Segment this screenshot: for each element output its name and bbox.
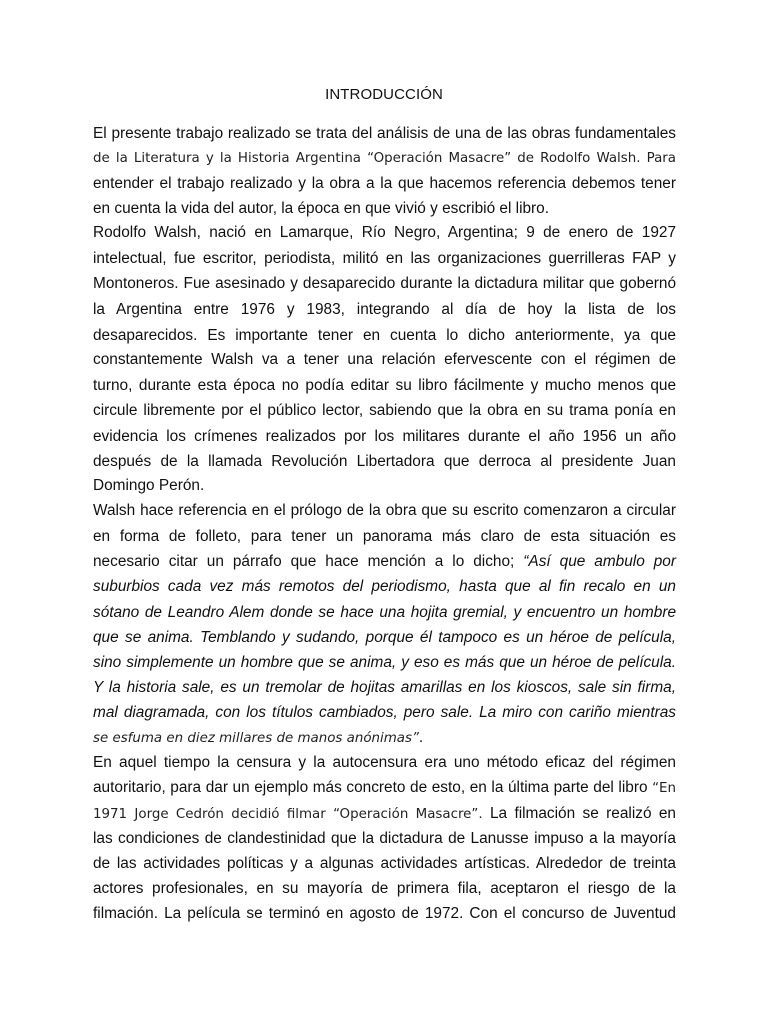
text-line: circule libremente por el público lector, sabiendo que la obra en su trama ponía en <box>93 402 676 419</box>
text-line: la Argentina entre 1976 y 1983, integrando al día de hoy la lista de los <box>93 301 676 318</box>
text-line: turno, durante esta época no podía editar su libro fácilmente y mucho menos que <box>93 377 676 394</box>
quote-line: sino simplemente un hombre que se anima, y eso es más que un héroe de película. <box>93 654 676 671</box>
text-line: en cuenta la vida del autor, la época en que vivió y escribió el libro. <box>93 200 550 217</box>
quote-line: mal diagramada, con los títulos cambiados, pero sale. La miro con cariño mientras <box>93 704 676 721</box>
text-line: desaparecidos. Es importante tener en cuenta lo dicho anteriormente, ya que <box>93 327 676 344</box>
text-line: actores profesionales, en su mayoría de primera fila, aceptaron el riesgo de la <box>93 880 676 897</box>
text-line: después de la llamada Revolución Libertadora que derroca al presidente Juan <box>93 453 676 470</box>
text-run: autoritario, para dar un ejemplo más concreto de esto, en la última parte del libro <box>93 779 653 796</box>
text-line: Domingo Perón. <box>93 477 205 494</box>
text-line: entender el trabajo realizado y la obra a la que hacemos referencia debemos tener <box>93 175 676 192</box>
text-line: de las actividades políticas y a algunas actividades artísticas. Alrededor de treinta <box>93 855 676 872</box>
text-line: las condiciones de clandestinidad que la dictadura de Lanusse impuso a la mayoría <box>93 830 676 847</box>
text-line <box>93 804 676 825</box>
document-title: INTRODUCCIÓN <box>325 86 443 103</box>
text-line: filmación. La película se terminó en agosto de 1972. Con el concurso de Juventud <box>93 905 676 922</box>
text-line: de la Literatura y la Historia Argentina “Operación Masacre” de Rodolfo Walsh. Para <box>93 151 676 166</box>
text-line <box>93 778 676 799</box>
text-line: evidencia los crímenes realizados por los militares durante el año 1956 un año <box>93 428 676 445</box>
text-line <box>93 728 676 749</box>
quote-run: “Así que ambulo por <box>523 553 676 570</box>
text-line: El presente trabajo realizado se trata del análisis de una de las obras fundamentales <box>93 125 676 142</box>
text-line <box>93 552 676 572</box>
text-line: Walsh hace referencia en el prólogo de la obra que su escrito comenzaron a circular <box>93 502 676 519</box>
text-run: La filmación se realizó en <box>489 805 676 822</box>
text-line: Montoneros. Fue asesinado y desaparecido durante la dictadura militar que gobernó <box>93 275 676 292</box>
text-line: intelectual, fue escritor, periodista, militó en las organizaciones guerrilleras FAP y <box>93 250 676 267</box>
text-run: necesario citar un párrafo que hace mención a lo dicho; <box>93 553 524 570</box>
quote-line: suburbios cada vez más remotos del periodismo, hasta que al fin recalo en un <box>93 578 676 595</box>
text-line: constantemente Walsh va a tener una relación efervescente con el régimen de <box>93 351 676 368</box>
quote-line: sótano de Leandro Alem donde se hace una hojita gremial, y encuentro un hombre <box>93 604 676 621</box>
quote-line: Y la historia sale, es un tremolar de hojitas amarillas en los kioscos, sale sin firma, <box>93 679 676 696</box>
text-run: . <box>418 729 424 746</box>
text-run: 1971 Jorge Cedrón decidió filmar “Operación Masacre”. <box>93 807 490 822</box>
text-line: En aquel tiempo la censura y la autocensura era uno método eficaz del régimen <box>93 754 676 771</box>
text-line: en forma de folleto, para tener un panorama más claro de esta situación es <box>93 528 676 545</box>
text-run: “En <box>652 781 676 796</box>
quote-run: se esfuma en diez millares de manos anónimas” <box>93 731 419 746</box>
quote-line: que se anima. Temblando y sudando, porque él tampoco es un héroe de película, <box>93 629 676 646</box>
text-line: Rodolfo Walsh, nació en Lamarque, Río Negro, Argentina; 9 de enero de 1927 <box>93 224 676 241</box>
